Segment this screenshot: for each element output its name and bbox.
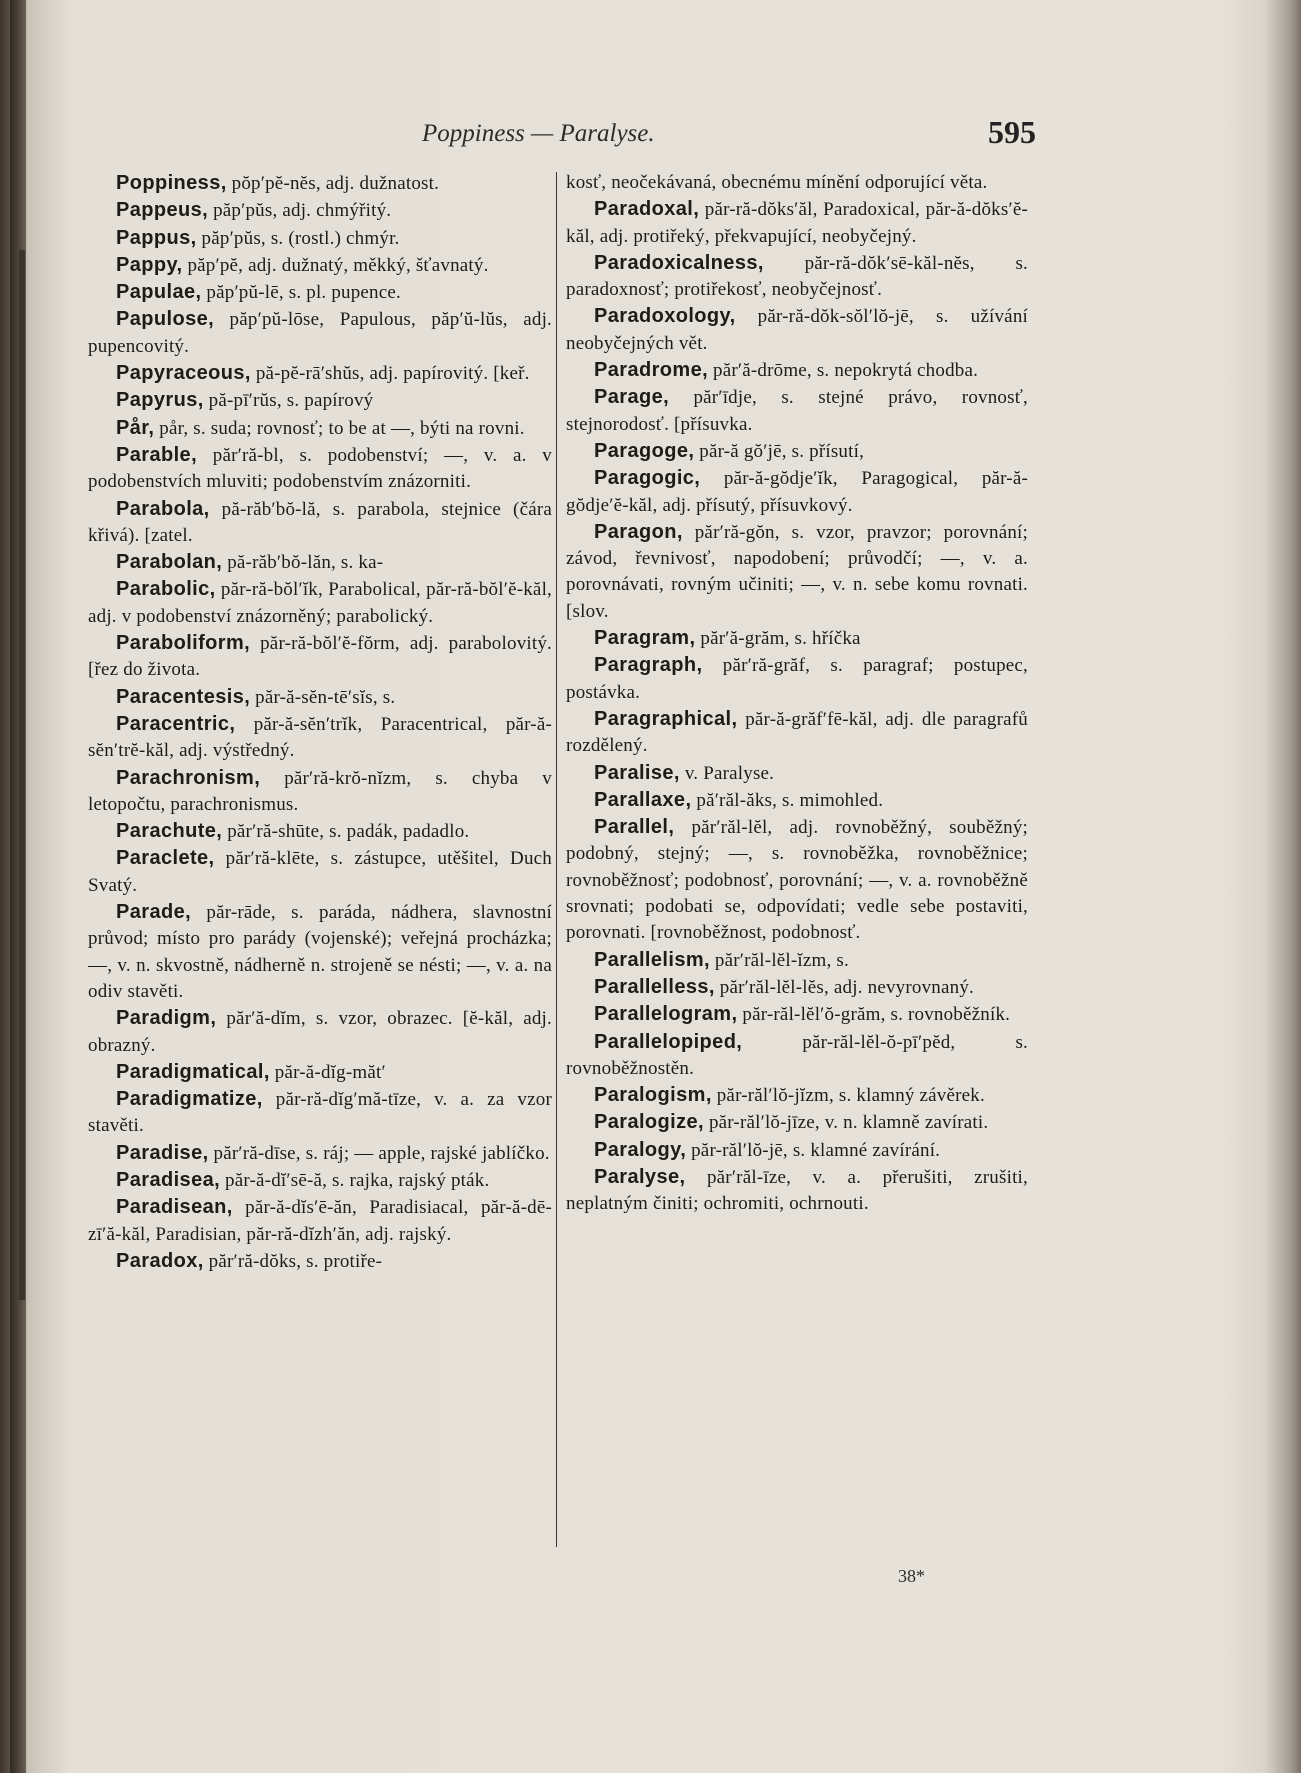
dictionary-entry	[566, 1001, 1028, 1028]
entry-headword: Pappy,	[116, 253, 183, 276]
dictionary-entry	[566, 1082, 1028, 1109]
entry-text: păp′pŭs, adj. chmýřitý.	[208, 200, 392, 222]
entry-headword: Paradoxal,	[594, 198, 700, 221]
dictionary-entry	[566, 787, 1028, 814]
entry-text: păp′pĕ, adj. dužnatý, měkký, šťavnatý.	[182, 254, 489, 276]
entry-text: păp′pŭ-lē, s. pl. pupence.	[201, 282, 401, 304]
entry-headword: Parallelopiped,	[594, 1030, 743, 1053]
entry-headword: Paradoxicalness,	[594, 251, 764, 274]
entry-text: păr′răl-lĕl-ĭzm, s.	[709, 949, 849, 971]
entry-headword: Papulose,	[116, 308, 215, 331]
dictionary-entry	[88, 684, 552, 711]
entry-headword: Parage,	[594, 386, 670, 409]
dictionary-entry	[88, 711, 552, 765]
entry-text: pă-pī′rŭs, s. papírový	[203, 390, 374, 412]
entry-headword: Paradrome,	[594, 359, 709, 382]
entry-headword: Paracentric,	[116, 712, 236, 735]
entry-text: păr-răl′lŏ-jĭzm, s. klamný závěrek.	[711, 1085, 985, 1107]
entry-headword: Paralyse,	[594, 1165, 686, 1188]
entry-headword: Parallel,	[594, 816, 675, 839]
entry-text: pă-pĕ-rā′shŭs, adj. papírovitý. [keř.	[250, 363, 530, 385]
entry-headword: Paracentesis,	[116, 685, 251, 708]
entry-text: păr-ă-dĭg-măt′	[269, 1061, 386, 1083]
dictionary-entry	[88, 252, 552, 279]
dictionary-entry	[88, 496, 552, 550]
entry-headword: Paradoxology,	[594, 305, 736, 328]
dictionary-entry	[566, 384, 1028, 438]
dictionary-entry	[566, 625, 1028, 652]
entry-text: păr-ră-bŏl′ĕ-fŏrm, adj. parabolovitý. [řez do života.	[88, 633, 552, 681]
entry-text: păr′ră-dīse, s. ráj; — apple, rajské jablíčko.	[208, 1142, 550, 1164]
entry-text: păr-ă-gŏdje′ĭk, Paragogical, păr-ă-gŏdje′ĕ-kăl, adj. přísutý, přísuvkový.	[566, 468, 1028, 516]
entry-headword: Paragram,	[594, 627, 696, 650]
entry-headword: Parabolan,	[116, 551, 223, 574]
entry-headword: Parachute,	[116, 820, 223, 843]
entry-headword: Paradise,	[116, 1141, 209, 1164]
dictionary-entry	[566, 465, 1028, 519]
dictionary-entry	[88, 845, 552, 899]
entry-headword: Parade,	[116, 901, 192, 924]
dictionary-entry	[566, 1029, 1028, 1083]
entry-text: păr′ă-drōme, s. nepokrytá chodba.	[708, 360, 979, 382]
entry-headword: Paragraph,	[594, 654, 703, 677]
entry-text: păr-răl′lŏ-jē, s. klamné zavírání.	[686, 1139, 941, 1161]
dictionary-entry	[566, 814, 1028, 946]
entry-text: v. Paralyse.	[679, 762, 775, 784]
entry-text: kosť, neočekávaná, obecnému mínění odporující věta.	[566, 172, 988, 193]
dictionary-entry	[88, 549, 552, 576]
dictionary-entry	[88, 1248, 552, 1275]
entry-headword: Parallelless,	[594, 975, 715, 998]
dictionary-entry	[566, 1109, 1028, 1136]
entry-text: păr-răl′lŏ-jīze, v. n. klamně zavírati.	[704, 1112, 989, 1134]
entry-text: păr-răl-lĕl′ŏ-grăm, s. rovnoběžník.	[737, 1004, 1011, 1026]
printer-signature: 38*	[898, 1566, 925, 1586]
page-number: 595	[988, 114, 1036, 150]
entry-text: păr′ră-klēte, s. zástupce, utěšitel, Duch Svatý.	[88, 848, 552, 896]
entry-text: păr-ră-dĭg′mă-tīze, v. a. za vzor stavěti.	[88, 1089, 552, 1137]
dictionary-entry	[566, 250, 1028, 304]
dictionary-entry	[88, 387, 552, 414]
entry-headword: Pappeus,	[116, 199, 209, 222]
entry-headword: Pår,	[116, 416, 155, 439]
entry-headword: Paradox,	[116, 1249, 204, 1272]
page-header	[90, 114, 1036, 158]
dictionary-entry	[88, 1140, 552, 1167]
dictionary-entry	[88, 1059, 552, 1086]
dictionary-entry	[566, 760, 1028, 787]
entry-headword: Parable,	[116, 443, 198, 466]
entry-headword: Pappus,	[116, 226, 197, 249]
dictionary-entry	[566, 947, 1028, 974]
entry-headword: Paralogism,	[594, 1084, 712, 1107]
dictionary-entry	[566, 1164, 1028, 1218]
dictionary-entry	[566, 438, 1028, 465]
dictionary-entry	[88, 170, 552, 197]
entry-text: pår, s. suda; rovnosť; to be at —, býti na rovni.	[154, 417, 525, 439]
entry-headword: Paralogize,	[594, 1111, 704, 1134]
entry-text: păr′ră-grăf, s. paragraf; postupec, postávka.	[566, 655, 1028, 703]
entry-text: păr-ă-grăf′fē-kăl, adj. dle paragrafů rozdělený.	[566, 708, 1028, 757]
entry-text: păr′răl-lĕl-lĕs, adj. nevyrovnaný.	[714, 976, 974, 998]
dictionary-entry	[566, 706, 1028, 760]
dictionary-entry	[88, 818, 552, 845]
entry-text: păp′pŭ-lōse, Papulous, păp′ŭ-lŭs, adj. pupencovitý.	[88, 309, 552, 357]
entry-text: pă-răb′bŏ-lăn, s. ka-	[222, 552, 384, 574]
dictionary-entry	[88, 279, 552, 306]
entry-text: păp′pŭs, s. (rostl.) chmýr.	[196, 227, 400, 249]
dictionary-entry	[88, 306, 552, 360]
dictionary-entry	[88, 197, 552, 224]
entry-text: păr-ră-dŏk′sē-kăl-nĕs, s. paradoxnosť; protiřekosť, neobyčejnosť.	[566, 252, 1028, 301]
dictionary-entry	[566, 170, 1028, 196]
dictionary-entry	[88, 576, 552, 630]
dictionary-entry	[88, 765, 552, 819]
right-column	[566, 170, 1028, 1218]
left-column	[88, 170, 552, 1275]
entry-text: pă-răb′bŏ-lă, s. parabola, stejnice (čára křivá). [zatel.	[88, 498, 552, 546]
entry-headword: Parabola,	[116, 497, 210, 520]
entry-headword: Papulae,	[116, 281, 202, 304]
entry-headword: Parallaxe,	[594, 788, 692, 811]
dictionary-entry	[88, 1194, 552, 1248]
entry-text: păr′răl-lĕl, adj. rovnoběžný, souběžný; podobný, stejný; —, s. rovnoběžka, rovnoběžnice; rovnoběžnosť; podobnosť, porovnání; —, v. a. rovnoběžně srovnati; podobati se, odpovídati; vedle sebe postaviti, porovnati. [rovnoběžnost, podobnosť.	[566, 817, 1028, 944]
entry-text: păr′īdje, s. stejné právo, rovnosť, stejnorodosť. [přísuvka.	[566, 387, 1028, 435]
entry-text: păr-rāde, s. paráda, nádhera, slavnostní průvod; místo pro parády (vojenské); veřejná procházka; —, v. n. skvostně, nádherně n. strojeně se nésti; —, v. a. na odiv stavěti.	[88, 902, 552, 1002]
entry-headword: Paraboliform,	[116, 632, 251, 655]
dictionary-entry	[88, 1005, 552, 1059]
entry-text: păr′ră-dŏks, s. protiře-	[203, 1250, 383, 1272]
entry-text: păr′răl-īze, v. a. přerušiti, zrušiti, neplatným činiti; ochromiti, ochrnouti.	[566, 1166, 1028, 1215]
dictionary-entry	[566, 652, 1028, 706]
entry-headword: Papyrus,	[116, 389, 204, 412]
dictionary-entry	[88, 899, 552, 1005]
entry-headword: Paradisea,	[116, 1168, 221, 1191]
entry-headword: Paragoge,	[594, 439, 695, 462]
entry-headword: Paradigmatical,	[116, 1060, 270, 1083]
entry-text: păr-ă-dĭs′ē-ăn, Paradisiacal, păr-ă-dē-zī′ă-kăl, Paradisian, păr-ră-dĭzh′ăn, adj. rajský.	[88, 1197, 552, 1245]
dictionary-entry	[88, 1086, 552, 1140]
entry-headword: Parachronism,	[116, 766, 261, 789]
entry-text: păr-ă gŏ′jē, s. přísutí,	[694, 440, 865, 462]
entry-text: păr′ră-krŏ-nĭzm, s. chyba v letopočtu, parachronismus.	[88, 767, 552, 815]
entry-headword: Paradigm,	[116, 1007, 217, 1030]
entry-headword: Paraclete,	[116, 847, 215, 870]
entry-headword: Paralogy,	[594, 1138, 687, 1161]
entry-headword: Parabolic,	[116, 578, 216, 601]
entry-text: păr-ă-sĕn′trĭk, Paracentrical, păr-ă-sĕn′trĕ-kăl, adj. výstředný.	[88, 713, 552, 762]
dictionary-entry	[566, 196, 1028, 250]
entry-text: păr-ă-dĭ′sē-ă, s. rajka, rajský pták.	[220, 1169, 490, 1191]
entry-headword: Paragon,	[594, 520, 683, 543]
entry-text: păr′ră-shūte, s. padák, padadlo.	[222, 821, 470, 843]
dictionary-entry	[88, 415, 552, 442]
entry-headword: Paragraphical,	[594, 707, 738, 730]
entry-headword: Parallelogram,	[594, 1003, 738, 1026]
dictionary-entry	[88, 442, 552, 496]
entry-text: păr′ră-gŏn, s. vzor, pravzor; porovnání; závod, řevnivosť, napodobení; průvodčí; —, v. a. porovnávati, rovným učiniti; —, v. n. sebe komu rovnati. [slov.	[566, 521, 1028, 622]
entry-text: pŏp′pĕ-nĕs, adj. dužnatost.	[226, 173, 440, 194]
running-head: Poppiness — Paralyse.	[422, 120, 655, 147]
dictionary-entry	[566, 974, 1028, 1001]
dictionary-entry	[88, 360, 552, 387]
dictionary-entry	[88, 630, 552, 684]
dictionary-entry	[566, 357, 1028, 384]
entry-text: păr′ă-grăm, s. hříčka	[695, 628, 861, 650]
binding-edge	[19, 250, 25, 1300]
entry-text: păr′ă-dĭm, s. vzor, obrazec. [ĕ-kăl, adj. obrazný.	[88, 1008, 552, 1056]
dictionary-entry	[566, 303, 1028, 357]
entry-text: păr-ră-bŏl′ĭk, Parabolical, păr-ră-bŏl′ĕ-kăl, adj. v podobenství znázorněný; parabolický.	[88, 579, 552, 627]
entry-text: păr-ă-sĕn-tē′sĭs, s.	[250, 686, 396, 708]
dictionary-entry	[566, 519, 1028, 625]
entry-text: păr-ră-dŏk-sŏl′lŏ-jē, s. užívání neobyčejných vět.	[566, 306, 1028, 354]
dictionary-entry	[566, 1137, 1028, 1164]
dictionary-entry	[88, 225, 552, 252]
column-divider	[556, 172, 557, 1547]
entry-headword: Papyraceous,	[116, 362, 251, 385]
entry-text: păr-ră-dŏks′ăl, Paradoxical, păr-ă-dŏks′ĕ-kăl, adj. protiřeký, překvapující, neobyčejný.	[566, 199, 1028, 247]
entry-headword: Paradisean,	[116, 1196, 233, 1219]
entry-text: păr-răl-lĕl-ŏ-pī′pĕd, s. rovnoběžnostěn.	[566, 1031, 1028, 1079]
entry-headword: Paragogic,	[594, 467, 701, 490]
entry-headword: Paralise,	[594, 761, 680, 784]
dictionary-entry	[88, 1167, 552, 1194]
entry-text: păr′ră-bl, s. podobenství; —, v. a. v podobenstvích mluviti; podobenstvím znázorniti.	[88, 444, 552, 493]
entry-headword: Poppiness,	[116, 172, 227, 194]
entry-headword: Paradigmatize,	[116, 1088, 263, 1111]
entry-headword: Parallelism,	[594, 948, 710, 971]
entry-text: pă′răl-ăks, s. mimohled.	[691, 789, 884, 811]
